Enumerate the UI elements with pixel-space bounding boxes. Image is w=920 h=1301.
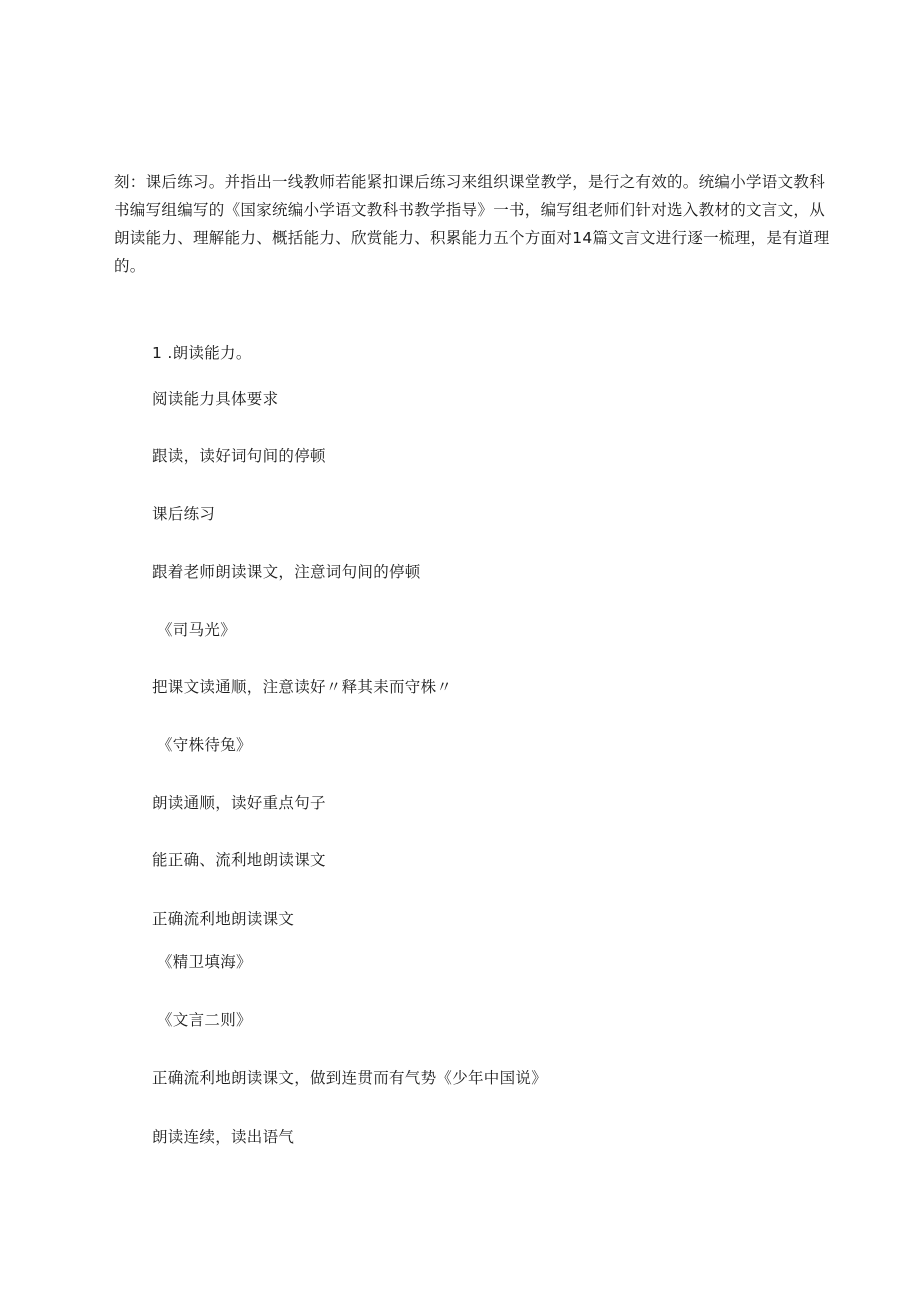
paragraph-line: 朗读能力、理解能力、概括能力、欣赏能力、积累能力五个方面对14篇文言文进行逐一梳理，是有道理 <box>114 229 830 247</box>
text-line: 把课文读通顺，注意读好〃释其耒而守株〃 <box>152 678 453 696</box>
text-line: 正确流利地朗读课文 <box>152 910 295 928</box>
intro-paragraph <box>114 168 830 280</box>
text-line: 课后练习 <box>152 505 216 523</box>
text-line: 能正确、流利地朗读课文 <box>152 851 326 869</box>
text-line: 跟读，读好词句间的停顿 <box>152 447 326 465</box>
text-line: 正确流利地朗读课文，做到连贯而有气势《少年中国说》 <box>152 1069 548 1087</box>
paragraph-line: 书编写组编写的《国家统编小学语文教科书教学指导》一书，编写组老师们针对选入教材的文言文，从 <box>114 201 826 219</box>
text-line: 《文言二则》 <box>157 1011 252 1029</box>
text-line: 《精卫填海》 <box>157 953 252 971</box>
section-heading: 1 .朗读能力。 <box>152 344 252 362</box>
paragraph-line: 刻：课后练习。并指出一线教师若能紧扣课后练习来组织课堂教学，是行之有效的。统编小学语文教科 <box>114 173 826 191</box>
text-line: 朗读通顺，读好重点句子 <box>152 794 326 812</box>
text-line: 朗读连续，读出语气 <box>152 1128 295 1146</box>
text-line: 阅读能力具体要求 <box>152 390 279 408</box>
text-line: 《司马光》 <box>157 621 237 639</box>
text-line: 跟着老师朗读课文，注意词句间的停顿 <box>152 563 421 581</box>
paragraph-line: 的。 <box>114 257 146 275</box>
text-line: 《守株待兔》 <box>157 736 252 754</box>
